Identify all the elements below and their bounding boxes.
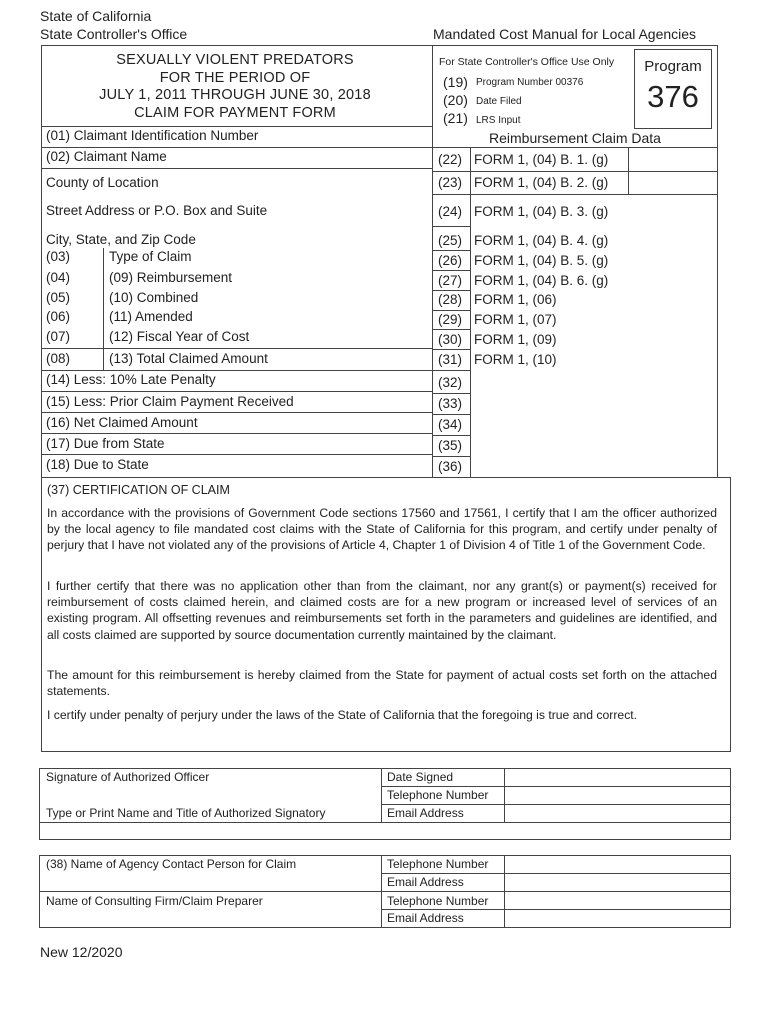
row-line	[432, 290, 471, 291]
amount-row-label: (14) Less: 10% Late Penalty	[46, 372, 216, 387]
grid-right	[717, 45, 718, 477]
contact-email-label: Email Address	[387, 875, 464, 889]
row-line	[432, 435, 471, 436]
claim-type-label: (13) Total Claimed Amount	[109, 351, 268, 366]
row-line	[432, 250, 471, 251]
signatory-name-label: Type or Print Name and Title of Authorized Signatory	[46, 806, 326, 820]
row-line	[41, 168, 432, 169]
row-line	[381, 873, 731, 874]
county-label: County of Location	[46, 175, 159, 190]
claim-type-number: (06)	[46, 309, 71, 324]
claim-type-number: (08)	[46, 351, 71, 366]
row-line	[41, 147, 432, 148]
street-label: Street Address or P.O. Box and Suite	[46, 203, 268, 218]
reimb-row-number: (34)	[438, 417, 463, 432]
telephone-field[interactable]	[505, 787, 730, 803]
contact-telephone-label: Telephone Number	[387, 857, 489, 871]
agency-contact-label: (38) Name of Agency Contact Person for Claim	[46, 857, 297, 871]
row-line	[432, 310, 471, 311]
certification-paragraph: I certify under penalty of perjury under the laws of the State of California that the foregoing is true and correct.	[47, 708, 638, 722]
amount-row-label: (17) Due from State	[46, 436, 165, 451]
reimb-row-number: (29)	[438, 312, 463, 327]
manual-title: Mandated Cost Manual for Local Agencies	[433, 26, 697, 42]
claim-type-number: (04)	[46, 270, 71, 285]
claim-type-number: (07)	[46, 329, 71, 344]
signature-divider	[381, 768, 382, 822]
sco-row-number: (21)	[443, 110, 468, 126]
row-line	[432, 456, 471, 457]
reimb-row-label: FORM 1, (04) B. 4. (g)	[474, 233, 609, 248]
reimb-row-number: (36)	[438, 459, 463, 474]
consulting-firm-label: Name of Consulting Firm/Claim Preparer	[46, 894, 263, 908]
sco-row-label: Program Number 00376	[476, 77, 584, 88]
reimb-row-number: (27)	[438, 273, 463, 288]
reimb-row-number: (22)	[438, 152, 463, 167]
amount-row-label: (18) Due to State	[46, 457, 149, 472]
reimb-row-label: FORM 1, (07)	[474, 312, 557, 327]
claim-type-label: (12) Fiscal Year of Cost	[109, 329, 250, 344]
email-label: Email Address	[387, 806, 464, 820]
certification-heading: (37) CERTIFICATION OF CLAIM	[47, 483, 230, 497]
claim-type-divider	[103, 248, 104, 370]
claim-type-number: (05)	[46, 290, 71, 305]
claim-type-label: (11) Amended	[109, 309, 193, 324]
sco-row-label: Date Filed	[476, 96, 522, 107]
form-title-line: FOR THE PERIOD OF	[159, 69, 311, 86]
officer-signature-label: Signature of Authorized Officer	[46, 770, 210, 784]
reimb-row-number: (31)	[438, 352, 463, 367]
claim-type-number: (03)	[46, 249, 71, 264]
reimb-row-label: FORM 1, (04) B. 5. (g)	[474, 253, 609, 268]
form-title-line: JULY 1, 2011 THROUGH JUNE 30, 2018	[99, 87, 371, 103]
row-line	[39, 822, 731, 823]
row-line	[41, 348, 432, 349]
row-line	[432, 147, 717, 148]
reimb-row-number: (35)	[438, 438, 463, 453]
form-title-line: SEXUALLY VIOLENT PREDATORS	[116, 52, 354, 68]
program-number: 376	[647, 79, 699, 114]
row-line	[41, 126, 432, 127]
reimb-row-label: FORM 1, (04) B. 3. (g)	[474, 204, 609, 219]
telephone-label: Telephone Number	[387, 788, 489, 802]
row-line	[432, 414, 471, 415]
state-name: State of California	[40, 8, 152, 24]
row-line	[41, 391, 432, 392]
row-line	[381, 909, 731, 910]
row-line	[432, 226, 471, 227]
row-line	[432, 194, 717, 195]
date-signed-label: Date Signed	[387, 770, 454, 784]
row-line	[432, 349, 471, 350]
form-title	[42, 52, 428, 122]
grid-top	[41, 45, 718, 46]
reimb-row-number: (32)	[438, 375, 463, 390]
row-line	[39, 891, 731, 892]
reimb-row-label: FORM 1, (06)	[474, 292, 557, 307]
reimb-row-label: FORM 1, (10)	[474, 352, 557, 367]
reimb-row-number: (33)	[438, 396, 463, 411]
row-line	[432, 329, 471, 330]
claimant-name-label: (02) Claimant Name	[46, 149, 167, 164]
preparer-email-label: Email Address	[387, 911, 464, 925]
claim-type-label: Type of Claim	[109, 249, 192, 264]
grid-num-divider	[470, 147, 471, 477]
program-box	[634, 49, 712, 129]
amount-row-label: (15) Less: Prior Claim Payment Received	[46, 394, 294, 409]
reimb-row-label: FORM 1, (04) B. 1. (g)	[474, 152, 609, 167]
sco-row-label: LRS Input	[476, 115, 521, 126]
reimb-row-number: (28)	[438, 292, 463, 307]
reimb-row-label: FORM 1, (04) B. 2. (g)	[474, 175, 609, 190]
certification-paragraph: In accordance with the provisions of Government Code sections 17560 and 17561, I certify that I am the officer authorized by the local agency to file mandated cost claims with the State of California for this program, and certify under penalty of perjury that I have not violated any of the provisions of Article 4, Chapter 1 of Division 4 of Title 1 of the Government Code.	[47, 506, 717, 553]
row-line	[432, 393, 471, 394]
row-line	[41, 370, 432, 371]
grid-middle	[432, 45, 433, 477]
email-field[interactable]	[505, 805, 730, 821]
row-line	[41, 412, 432, 413]
reimbursement-heading: Reimbursement Claim Data	[489, 130, 661, 146]
date-signed-field[interactable]	[505, 769, 730, 785]
city-label: City, State, and Zip Code	[46, 232, 196, 247]
form-title-line: CLAIM FOR PAYMENT FORM	[134, 104, 336, 121]
reimb-row-number: (25)	[438, 233, 463, 248]
certification-paragraph: I further certify that there was no application other than from the claimant, nor any grant(s) or payment(s) received for reimbursement of costs claimed herein, and claimed costs are for a new program or increased level of services of an existing program. All offsetting revenues and reimbursements set forth in the parameters and guidelines are identified, and all costs claimed are supported by source documentation currently maintained by the claimant.	[47, 579, 717, 642]
reimb-row-label: FORM 1, (09)	[474, 332, 557, 347]
revision-date: New 12/2020	[40, 944, 123, 960]
sco-use-heading: For State Controller's Office Use Only	[439, 56, 615, 68]
claimant-id-label: (01) Claimant Identification Number	[46, 128, 259, 143]
reimb-row-number: (23)	[438, 175, 463, 190]
row-line	[432, 171, 717, 172]
reimb-row-label: FORM 1, (04) B. 6. (g)	[474, 273, 609, 288]
office-name: State Controller's Office	[40, 26, 188, 42]
claim-type-label: (09) Reimbursement	[109, 270, 233, 285]
row-line	[41, 454, 432, 455]
certification-paragraph: The amount for this reimbursement is hereby claimed from the State for payment of actual costs set forth on the attached statements.	[47, 668, 717, 699]
sco-row-number: (20)	[443, 92, 468, 108]
claim-type-label: (10) Combined	[109, 290, 199, 305]
amount-row-label: (16) Net Claimed Amount	[46, 415, 198, 430]
sco-row-number: (19)	[443, 74, 468, 90]
row-line	[432, 370, 471, 371]
reimb-row-number: (30)	[438, 332, 463, 347]
reimb-row-number: (24)	[438, 204, 463, 219]
row-line	[432, 270, 471, 271]
preparer-telephone-label: Telephone Number	[387, 894, 489, 908]
program-label: Program	[644, 58, 702, 75]
reimb-row-number: (26)	[438, 253, 463, 268]
row-line	[41, 433, 432, 434]
